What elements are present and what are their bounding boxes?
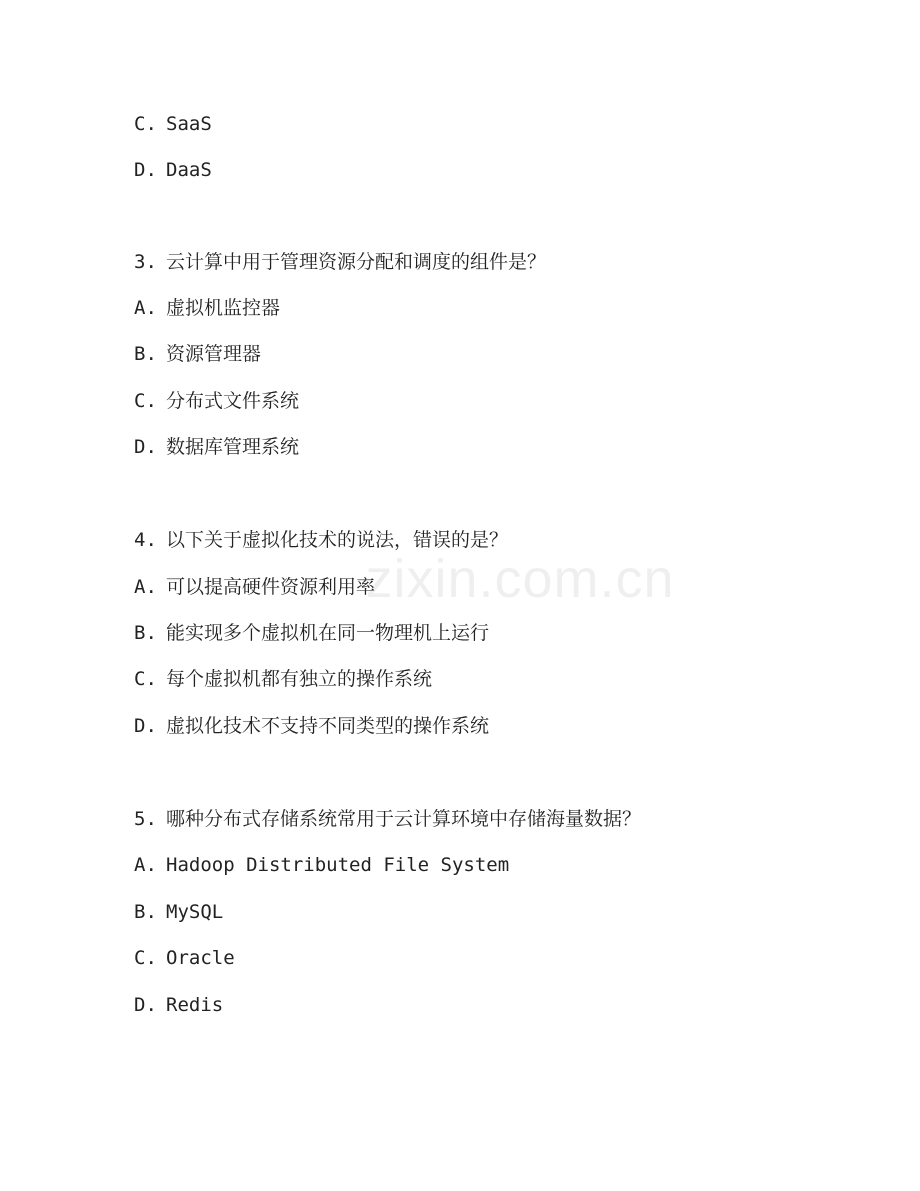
option-text: 每个虚拟机都有独立的操作系统: [166, 668, 433, 690]
option-text: Hadoop Distributed File System: [166, 854, 510, 876]
q2-option-d: [134, 158, 212, 182]
q5-option-b: [134, 900, 223, 924]
option-text: SaaS: [166, 113, 212, 135]
option-text: 数据库管理系统: [166, 436, 300, 458]
option-label: D.: [134, 715, 157, 737]
q4-question: [134, 528, 508, 552]
option-label: D.: [134, 436, 157, 458]
q3-option-c: [134, 389, 299, 413]
q5-option-a: [134, 853, 509, 877]
option-text: Oracle: [166, 947, 235, 969]
q4-option-d: [134, 714, 489, 738]
q3-option-d: [134, 435, 299, 459]
q5-option-c: [134, 946, 235, 970]
option-label: C.: [134, 947, 157, 969]
option-text: Redis: [166, 994, 224, 1016]
q5-option-d: [134, 993, 223, 1017]
option-label: C.: [134, 390, 157, 412]
question-text: 以下关于虚拟化技术的说法，错误的是？: [166, 529, 509, 551]
q2-option-c: [134, 112, 212, 136]
watermark: zixin.com.cn: [365, 549, 675, 609]
option-text: MySQL: [166, 901, 224, 923]
q3-question: [134, 250, 546, 274]
option-text: 虚拟机监控器: [166, 297, 281, 319]
question-number: 4.: [134, 529, 157, 551]
option-label: B.: [134, 622, 157, 644]
option-text: 可以提高硬件资源利用率: [166, 576, 376, 598]
option-label: A.: [134, 576, 157, 598]
question-number: 3.: [134, 251, 157, 273]
question-text: 云计算中用于管理资源分配和调度的组件是？: [166, 251, 547, 273]
option-text: 分布式文件系统: [166, 390, 300, 412]
option-text: 虚拟化技术不支持不同类型的操作系统: [166, 715, 490, 737]
option-label: B.: [134, 901, 157, 923]
q4-option-b: [134, 621, 489, 645]
q3-option-b: [134, 342, 261, 366]
option-label: C.: [134, 668, 157, 690]
q3-option-a: [134, 296, 280, 320]
option-label: D.: [134, 159, 157, 181]
option-label: A.: [134, 854, 157, 876]
q4-option-c: [134, 667, 432, 691]
q5-question: [134, 807, 641, 831]
option-text: 资源管理器: [166, 343, 262, 365]
option-label: A.: [134, 297, 157, 319]
option-text: DaaS: [166, 159, 212, 181]
option-label: D.: [134, 994, 157, 1016]
option-label: C.: [134, 113, 157, 135]
question-text: 哪种分布式存储系统常用于云计算环境中存储海量数据？: [166, 808, 642, 830]
option-label: B.: [134, 343, 157, 365]
q4-option-a: [134, 575, 375, 599]
question-number: 5.: [134, 808, 157, 830]
option-text: 能实现多个虚拟机在同一物理机上运行: [166, 622, 490, 644]
